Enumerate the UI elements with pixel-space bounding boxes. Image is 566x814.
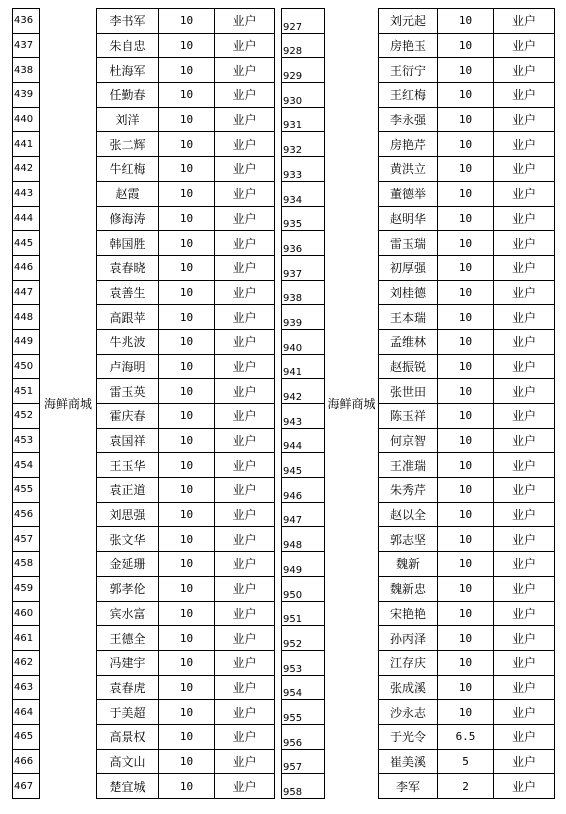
donation-amount: 10	[159, 700, 215, 725]
donor-name: 宋艳艳	[379, 601, 438, 626]
row-number: 440	[13, 107, 40, 132]
row-number: 458	[13, 552, 40, 577]
table-row	[282, 502, 555, 527]
donor-type: 业户	[494, 404, 555, 429]
donation-amount: 10	[159, 231, 215, 256]
row-number: 955	[282, 700, 325, 725]
donor-name: 李永强	[379, 107, 438, 132]
row-number: 445	[13, 231, 40, 256]
donor-name: 郭志坚	[379, 527, 438, 552]
row-number: 933	[282, 157, 325, 182]
donation-amount: 10	[438, 132, 494, 157]
row-number: 928	[282, 33, 325, 58]
donor-name: 张世田	[379, 379, 438, 404]
donor-type: 业户	[215, 527, 275, 552]
donor-name: 赵振锐	[379, 354, 438, 379]
row-number: 448	[13, 305, 40, 330]
donation-amount: 10	[159, 58, 215, 83]
row-number: 958	[282, 774, 325, 799]
donor-type: 业户	[215, 157, 275, 182]
right-donation-table	[281, 8, 555, 799]
donor-name: 冯建宇	[97, 650, 159, 675]
table-row	[282, 132, 555, 157]
donor-type: 业户	[215, 329, 275, 354]
left-table-body	[13, 9, 275, 799]
donor-type: 业户	[215, 724, 275, 749]
donor-type: 业户	[215, 9, 275, 34]
donor-type: 业户	[215, 576, 275, 601]
donation-amount: 10	[438, 478, 494, 503]
row-number: 456	[13, 502, 40, 527]
donor-type: 业户	[494, 280, 555, 305]
donor-name: 朱自忠	[97, 33, 159, 58]
table-row	[282, 305, 555, 330]
row-number: 443	[13, 181, 40, 206]
table-row	[282, 354, 555, 379]
donor-type: 业户	[494, 650, 555, 675]
donation-amount: 10	[159, 206, 215, 231]
donor-type: 业户	[494, 428, 555, 453]
donor-type: 业户	[215, 453, 275, 478]
donation-amount: 10	[438, 626, 494, 651]
donor-type: 业户	[215, 774, 275, 799]
donor-type: 业户	[494, 774, 555, 799]
row-number: 945	[282, 453, 325, 478]
donation-amount: 10	[438, 453, 494, 478]
donation-amount: 10	[159, 428, 215, 453]
table-row	[282, 576, 555, 601]
row-number: 938	[282, 280, 325, 305]
donor-type: 业户	[494, 107, 555, 132]
donation-amount: 10	[159, 576, 215, 601]
donor-name: 卢海明	[97, 354, 159, 379]
donor-name: 李军	[379, 774, 438, 799]
row-number: 438	[13, 58, 40, 83]
location-cell: 海鲜商城	[40, 9, 97, 799]
donation-amount: 10	[438, 552, 494, 577]
donor-name: 郭孝伦	[97, 576, 159, 601]
row-number: 463	[13, 675, 40, 700]
row-number: 451	[13, 379, 40, 404]
donor-type: 业户	[215, 280, 275, 305]
donor-type: 业户	[215, 255, 275, 280]
donor-type: 业户	[494, 181, 555, 206]
donor-name: 刘桂德	[379, 280, 438, 305]
donor-name: 袁国祥	[97, 428, 159, 453]
table-row	[282, 33, 555, 58]
row-number: 462	[13, 650, 40, 675]
row-number: 946	[282, 478, 325, 503]
donation-amount: 10	[159, 601, 215, 626]
row-number: 942	[282, 379, 325, 404]
table-row	[282, 9, 555, 34]
table-row	[282, 379, 555, 404]
donor-name: 江存庆	[379, 650, 438, 675]
donor-name: 王本瑞	[379, 305, 438, 330]
row-number: 442	[13, 157, 40, 182]
donation-amount: 10	[159, 552, 215, 577]
donation-amount: 10	[159, 33, 215, 58]
donor-type: 业户	[494, 206, 555, 231]
donation-amount: 10	[159, 107, 215, 132]
donor-name: 张成溪	[379, 675, 438, 700]
donor-type: 业户	[494, 601, 555, 626]
donor-type: 业户	[215, 231, 275, 256]
donation-amount: 10	[159, 478, 215, 503]
donor-name: 初厚强	[379, 255, 438, 280]
table-row	[282, 107, 555, 132]
donation-amount: 10	[438, 379, 494, 404]
donor-type: 业户	[215, 33, 275, 58]
donor-name: 楚宜城	[97, 774, 159, 799]
donor-type: 业户	[215, 675, 275, 700]
donor-type: 业户	[494, 83, 555, 108]
donor-type: 业户	[494, 527, 555, 552]
row-number: 937	[282, 255, 325, 280]
donor-name: 魏新忠	[379, 576, 438, 601]
donor-type: 业户	[215, 404, 275, 429]
donation-amount: 10	[438, 255, 494, 280]
row-number: 950	[282, 576, 325, 601]
donor-name: 孟维林	[379, 329, 438, 354]
donor-type: 业户	[215, 83, 275, 108]
row-number: 944	[282, 428, 325, 453]
table-row	[282, 280, 555, 305]
table-row	[282, 650, 555, 675]
donor-name: 李书军	[97, 9, 159, 34]
donation-amount: 10	[159, 527, 215, 552]
donation-amount: 10	[438, 576, 494, 601]
location-cell: 海鲜商城	[325, 9, 379, 799]
donor-name: 王德全	[97, 626, 159, 651]
row-number: 951	[282, 601, 325, 626]
donation-amount: 5	[438, 749, 494, 774]
row-number: 461	[13, 626, 40, 651]
donor-type: 业户	[494, 478, 555, 503]
donor-name: 袁正道	[97, 478, 159, 503]
donor-type: 业户	[494, 305, 555, 330]
donor-name: 杜海军	[97, 58, 159, 83]
row-number: 444	[13, 206, 40, 231]
donor-type: 业户	[215, 650, 275, 675]
donor-name: 宾水富	[97, 601, 159, 626]
donor-name: 韩国胜	[97, 231, 159, 256]
donor-name: 黄洪立	[379, 157, 438, 182]
donation-amount: 10	[159, 9, 215, 34]
donor-name: 牛兆波	[97, 329, 159, 354]
donor-name: 任勤春	[97, 83, 159, 108]
donor-type: 业户	[215, 700, 275, 725]
row-number: 956	[282, 724, 325, 749]
table-row	[282, 157, 555, 182]
donation-amount: 10	[438, 329, 494, 354]
row-number: 452	[13, 404, 40, 429]
row-number: 936	[282, 231, 325, 256]
donor-type: 业户	[215, 379, 275, 404]
table-row	[282, 453, 555, 478]
donor-type: 业户	[494, 132, 555, 157]
donation-amount: 10	[438, 428, 494, 453]
donor-name: 孙丙泽	[379, 626, 438, 651]
row-number: 457	[13, 527, 40, 552]
row-number: 459	[13, 576, 40, 601]
right-table-body	[282, 9, 555, 799]
donor-type: 业户	[215, 601, 275, 626]
row-number: 947	[282, 502, 325, 527]
donor-type: 业户	[494, 354, 555, 379]
donor-name: 于光令	[379, 724, 438, 749]
donation-amount: 10	[438, 527, 494, 552]
donor-type: 业户	[494, 231, 555, 256]
table-row	[282, 724, 555, 749]
donor-type: 业户	[494, 700, 555, 725]
donor-type: 业户	[494, 329, 555, 354]
row-number: 441	[13, 132, 40, 157]
donation-amount: 10	[438, 305, 494, 330]
donor-name: 霍庆春	[97, 404, 159, 429]
donor-type: 业户	[494, 576, 555, 601]
donation-amount: 10	[159, 255, 215, 280]
row-number: 447	[13, 280, 40, 305]
table-row	[282, 749, 555, 774]
donor-name: 赵霞	[97, 181, 159, 206]
donor-type: 业户	[494, 502, 555, 527]
table-row	[282, 527, 555, 552]
donor-type: 业户	[494, 255, 555, 280]
donor-type: 业户	[215, 354, 275, 379]
donor-name: 雷玉英	[97, 379, 159, 404]
donor-name: 陈玉祥	[379, 404, 438, 429]
row-number: 450	[13, 354, 40, 379]
donor-name: 高跟苹	[97, 305, 159, 330]
table-row	[282, 774, 555, 799]
row-number: 454	[13, 453, 40, 478]
donor-name: 王玉华	[97, 453, 159, 478]
donor-name: 崔美溪	[379, 749, 438, 774]
donation-amount: 10	[159, 502, 215, 527]
row-number: 929	[282, 58, 325, 83]
table-row	[282, 552, 555, 577]
row-number: 934	[282, 181, 325, 206]
donation-amount: 10	[438, 675, 494, 700]
donation-amount: 10	[438, 107, 494, 132]
donor-name: 赵以全	[379, 502, 438, 527]
row-number: 930	[282, 83, 325, 108]
row-number: 952	[282, 626, 325, 651]
donation-amount: 10	[159, 379, 215, 404]
row-number: 465	[13, 724, 40, 749]
donor-name: 袁春晓	[97, 255, 159, 280]
donor-name: 牛红梅	[97, 157, 159, 182]
donor-type: 业户	[494, 58, 555, 83]
donation-amount: 10	[438, 58, 494, 83]
donation-amount: 10	[159, 280, 215, 305]
donation-amount: 10	[159, 181, 215, 206]
donation-amount: 10	[159, 650, 215, 675]
table-row	[282, 231, 555, 256]
donation-amount: 10	[438, 354, 494, 379]
donor-name: 王准瑞	[379, 453, 438, 478]
donation-amount: 10	[438, 157, 494, 182]
row-number: 455	[13, 478, 40, 503]
donation-amount: 10	[159, 157, 215, 182]
row-number: 449	[13, 329, 40, 354]
donation-amount: 10	[438, 206, 494, 231]
donor-name: 高景权	[97, 724, 159, 749]
row-number: 941	[282, 354, 325, 379]
donor-name: 于美超	[97, 700, 159, 725]
row-number: 939	[282, 305, 325, 330]
table-row	[282, 206, 555, 231]
table-row	[282, 700, 555, 725]
donor-type: 业户	[494, 552, 555, 577]
donation-amount: 10	[438, 280, 494, 305]
table-row	[282, 58, 555, 83]
donor-name: 房艳玉	[379, 33, 438, 58]
donor-name: 刘元起	[379, 9, 438, 34]
donation-amount: 6.5	[438, 724, 494, 749]
donation-amount: 10	[159, 453, 215, 478]
table-row	[13, 9, 275, 34]
table-row	[282, 329, 555, 354]
table-row	[282, 675, 555, 700]
table-row	[282, 626, 555, 651]
row-number: 436	[13, 9, 40, 34]
donation-amount: 10	[438, 404, 494, 429]
donor-name: 金延珊	[97, 552, 159, 577]
donation-amount: 10	[159, 724, 215, 749]
row-number: 948	[282, 527, 325, 552]
row-number: 957	[282, 749, 325, 774]
row-number: 467	[13, 774, 40, 799]
donation-amount: 10	[159, 329, 215, 354]
donor-name: 朱秀芹	[379, 478, 438, 503]
left-donation-table	[12, 8, 275, 799]
donor-type: 业户	[494, 33, 555, 58]
donor-type: 业户	[215, 305, 275, 330]
row-number: 466	[13, 749, 40, 774]
donation-amount: 10	[438, 33, 494, 58]
donor-name: 袁春虎	[97, 675, 159, 700]
donor-name: 魏新	[379, 552, 438, 577]
donation-amount: 10	[159, 132, 215, 157]
donor-type: 业户	[494, 453, 555, 478]
row-number: 932	[282, 132, 325, 157]
donor-name: 刘洋	[97, 107, 159, 132]
donor-name: 董德举	[379, 181, 438, 206]
row-number: 943	[282, 404, 325, 429]
donor-type: 业户	[494, 379, 555, 404]
donation-amount: 10	[159, 749, 215, 774]
table-row	[282, 428, 555, 453]
donor-type: 业户	[215, 206, 275, 231]
donor-type: 业户	[494, 626, 555, 651]
donor-name: 修海涛	[97, 206, 159, 231]
donor-type: 业户	[215, 478, 275, 503]
donation-amount: 10	[438, 650, 494, 675]
row-number: 460	[13, 601, 40, 626]
row-number: 453	[13, 428, 40, 453]
donor-name: 房艳芹	[379, 132, 438, 157]
row-number: 940	[282, 329, 325, 354]
donor-name: 高文山	[97, 749, 159, 774]
row-number: 446	[13, 255, 40, 280]
donation-amount: 10	[438, 9, 494, 34]
donation-amount: 10	[159, 305, 215, 330]
donation-amount: 10	[159, 626, 215, 651]
donor-name: 赵明华	[379, 206, 438, 231]
donation-amount: 10	[438, 700, 494, 725]
donor-type: 业户	[494, 749, 555, 774]
donor-type: 业户	[215, 58, 275, 83]
row-number: 927	[282, 9, 325, 34]
table-row	[282, 181, 555, 206]
donor-name: 沙永志	[379, 700, 438, 725]
donation-amount: 10	[159, 354, 215, 379]
table-row	[282, 404, 555, 429]
donation-amount: 10	[438, 601, 494, 626]
row-number: 439	[13, 83, 40, 108]
donor-name: 何京智	[379, 428, 438, 453]
table-row	[282, 478, 555, 503]
donor-type: 业户	[215, 181, 275, 206]
donor-type: 业户	[215, 132, 275, 157]
row-number: 437	[13, 33, 40, 58]
donor-type: 业户	[215, 552, 275, 577]
donation-amount: 10	[438, 231, 494, 256]
table-row	[282, 255, 555, 280]
donor-name: 袁善生	[97, 280, 159, 305]
donation-amount: 2	[438, 774, 494, 799]
donation-amount: 10	[159, 83, 215, 108]
donation-amount: 10	[438, 83, 494, 108]
row-number: 464	[13, 700, 40, 725]
row-number: 953	[282, 650, 325, 675]
donor-type: 业户	[494, 675, 555, 700]
donation-amount: 10	[159, 675, 215, 700]
donor-name: 张二辉	[97, 132, 159, 157]
donor-type: 业户	[215, 749, 275, 774]
donor-type: 业户	[215, 502, 275, 527]
donor-name: 雷玉瑞	[379, 231, 438, 256]
donor-name: 王衍宁	[379, 58, 438, 83]
donor-type: 业户	[215, 626, 275, 651]
row-number: 949	[282, 552, 325, 577]
donor-type: 业户	[494, 9, 555, 34]
donation-amount: 10	[438, 181, 494, 206]
donation-amount: 10	[438, 502, 494, 527]
donor-type: 业户	[494, 724, 555, 749]
donor-type: 业户	[494, 157, 555, 182]
donor-name: 王红梅	[379, 83, 438, 108]
table-row	[282, 83, 555, 108]
donor-type: 业户	[215, 107, 275, 132]
donation-amount: 10	[159, 404, 215, 429]
donor-type: 业户	[215, 428, 275, 453]
donor-name: 张文华	[97, 527, 159, 552]
donation-amount: 10	[159, 774, 215, 799]
donor-name: 刘思强	[97, 502, 159, 527]
row-number: 954	[282, 675, 325, 700]
row-number: 931	[282, 107, 325, 132]
row-number: 935	[282, 206, 325, 231]
table-row	[282, 601, 555, 626]
